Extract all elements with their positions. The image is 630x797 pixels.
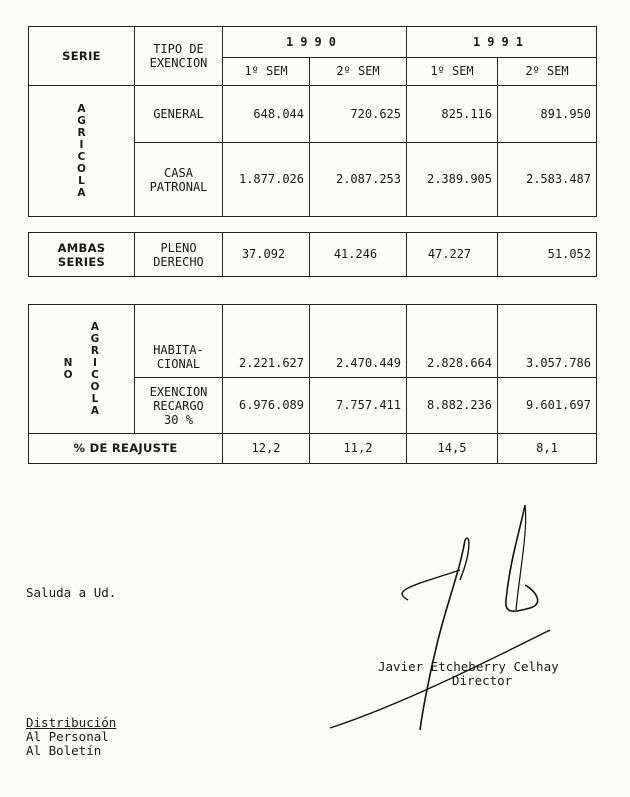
year-1991-header: 1991 [407,27,597,58]
signer-title: Director [452,673,513,688]
ambas-series-label: AMBAS SERIES [29,233,135,277]
table-cell: 11,2 [310,434,407,464]
row-label-general: GENERAL [135,86,223,143]
table-cell: 2.221.627 [223,305,310,378]
closing-text: Saluda a Ud. [26,585,117,600]
table-cell: 2.470.449 [310,305,407,378]
table-cell: 14,5 [407,434,498,464]
table-cell: 2.583.487 [498,143,597,217]
tipo-header: TIPO DE EXENCION [135,27,223,86]
table-cell: 51.052 [498,233,597,277]
no-agricola-table [28,304,597,464]
table-cell: 6.976.089 [223,378,310,434]
table-cell: 47.227 [407,233,498,277]
list-item: Al Personal [26,729,109,744]
table-cell: 8.882.236 [407,378,498,434]
table-cell: 2.087.253 [310,143,407,217]
table-cell: 891.950 [498,86,597,143]
table-cell: 3.057.786 [498,305,597,378]
table-cell: 2.389.905 [407,143,498,217]
agricola-table [28,26,597,217]
list-item: Al Boletín [26,743,102,758]
sem1-1990-header: 1º SEM [223,58,310,86]
table-cell: 41.246 [310,233,407,277]
table-cell: 825.116 [407,86,498,143]
table-cell: 2.828.664 [407,305,498,378]
table-cell: 37.092 [223,233,310,277]
sem2-1990-header: 2º SEM [310,58,407,86]
table-cell: 9.601.697 [498,378,597,434]
agricola-vertical-label: A G R I C O L A [29,86,135,217]
year-1990-header: 1990 [223,27,407,58]
table-cell: 8,1 [498,434,597,464]
row-label-exencion-recargo: EXENCION RECARGO 30 % [135,378,223,434]
table-cell: 7.757.411 [310,378,407,434]
table-cell: 12,2 [223,434,310,464]
reajuste-label: % DE REAJUSTE [29,434,223,464]
table-cell: 720.625 [310,86,407,143]
sem2-1991-header: 2º SEM [498,58,597,86]
table-cell: 648.044 [223,86,310,143]
serie-header: SERIE [29,27,135,86]
no-agricola-vertical-label: N O A G R I C O L A [29,305,135,434]
signer-name: Javier Etcheberry Celhay [378,659,559,674]
row-label-pleno-derecho: PLENO DERECHO [135,233,223,277]
distribution-list [26,716,116,758]
signature [320,490,570,740]
table-cell: 1.877.026 [223,143,310,217]
sem1-1991-header: 1º SEM [407,58,498,86]
row-label-casa-patronal: CASA PATRONAL [135,143,223,217]
ambas-series-table [28,232,597,277]
distribution-heading: Distribución [26,715,117,730]
row-label-habitacional: HABITA- CIONAL [135,305,223,378]
